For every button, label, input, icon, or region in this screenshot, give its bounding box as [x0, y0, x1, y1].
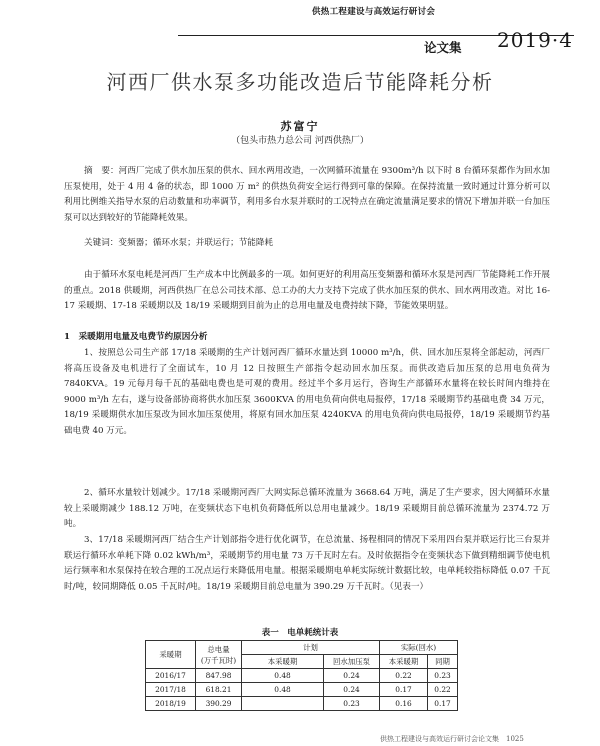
table-cell: 0.24 — [324, 683, 380, 697]
table-row — [146, 669, 458, 683]
section-label: 论文集 — [424, 40, 462, 55]
subheader-plan-return-pump: 回水加压泵 — [324, 655, 380, 669]
table-cell: 0.17 — [428, 697, 458, 711]
table-cell: 2016/17 — [146, 669, 196, 683]
table-cell: 0.23 — [324, 697, 380, 711]
header-actual: 实际(回水) — [380, 641, 458, 655]
subheader-plan-period: 本采暖期 — [242, 655, 324, 669]
paragraph-2: 2、循环水量较计划减少。17/18 采暖期河西厂大网实际总循环流量为 3668.64 万吨，满足了生产要求，因大网循环水量较上采暖期减少 188.12 万吨，在变频状态下电机负荷降低所以总用电量减少。18/19 采暖期目前总循环流量为 2374.72 万吨。 — [64, 488, 550, 530]
table-cell: 0.24 — [324, 669, 380, 683]
affiliation: （包头市热力总公司 河西供热厂） — [231, 136, 369, 146]
header-total-power — [196, 641, 242, 669]
table-cell: 0.23 — [428, 669, 458, 683]
header-total-line2: (万千瓦时) — [200, 655, 237, 665]
journal-name: 供热工程建设与高效运行研讨会 — [312, 7, 436, 17]
issue-number: 2019·4 — [497, 28, 573, 52]
energy-consumption-table — [145, 640, 458, 711]
intro-paragraph: 由于循环水泵电耗是河西厂生产成本中比例最多的一项。如何更好的利用高压变频器和循环水泵是河西厂节能降耗工作开展的重点。2018 供暖期，河西供热厂在总公司技术部、总工办的大力支持下完成了供水加压泵的供水、回水两用改造。对比 16-17 采暖期、17-18 采暖期以及 18/19 采暖期到目前为止的总用电量及电费持续下降，节能效果明显。 — [64, 270, 550, 312]
table-row — [146, 697, 458, 711]
paper-title: 河西厂供水泵多功能改造后节能降耗分析 — [106, 70, 494, 94]
table-caption: 表一 电单耗统计表 — [261, 628, 339, 638]
paragraph-1: 1、按照总公司生产部 17/18 采暖期的生产计划河西厂循环水量达到 10000 m³/h，供、回水加压泵将全部起动，河西厂将高压设备及电机进行了全面试车，10 月 12 日按照生产部指令起动回水加压泵。而供改造后加压泵的总用电负荷为 7840KVA。19 元每月每千瓦的基础电费也是可观的费用。经过半个多月运行，咨询生产部循环水量将在较长时间内维持在 9000 m³/h 左右，遂与设备部协商将供水加压泵 3600KVA 的用电负荷向供电局报停，17/18 采暖期节约基础电费 34 万元，18/19 采暖期供水加压泵改为回水加压泵使用，将原有回水加压泵 4240KVA 的用电负荷向供电局报停，18/19 采暖期节约基础电费 40 万元。 — [64, 348, 550, 436]
header-total-line1: 总电量 — [207, 644, 230, 654]
table-cell: 0.22 — [428, 683, 458, 697]
header-period: 采暖期 — [146, 641, 196, 669]
abstract: 摘 要：河西厂完成了供水加压泵的供水、回水两用改造，一次网循环流量在 9300m³/h 以下时 8 台循环泵都作为回水加压泵使用，处于 4 用 4 备的状态，即 1000 万 m² 的供热负荷安全运行得到可靠的保障。在保持流量一致时通过计算分析可以利用比例维关指导水泵的启动数量和功率调节，利用多台水泵并联时的工况特点在确定流量满足要求的情况下增加并联一台加压泵可以达到较好的节能降耗效果。 — [64, 166, 550, 223]
author: 苏富宁 — [280, 120, 320, 133]
table-cell — [242, 697, 324, 711]
keywords: 关键词：变频器；循环水泵；并联运行；节能降耗 — [84, 238, 274, 248]
table-cell: 847.98 — [196, 669, 242, 683]
table-cell: 0.17 — [380, 683, 428, 697]
table-cell: 0.48 — [242, 683, 324, 697]
table-cell: 0.16 — [380, 697, 428, 711]
table-cell: 0.22 — [380, 669, 428, 683]
subheader-same-period: 同期 — [428, 655, 458, 669]
table-row — [146, 683, 458, 697]
table-cell: 0.48 — [242, 669, 324, 683]
table-cell: 618.21 — [196, 683, 242, 697]
subheader-actual-period: 本采暖期 — [380, 655, 428, 669]
paragraph-3: 3、17/18 采暖期河西厂结合生产计划部指令进行优化调节，在总流量、扬程相同的情况下采用四台泵并联运行比三台泵并联运行循环水单耗下降 0.02 kWh/m³，采暖期节约用电量 73 万千瓦时左右。及时依据指令在变频状态下做到精细调节使电机运行频率和水泵保持在较合理的工况点运行来降低用电量。根据采暖期电单耗实际统计数据比较，电单耗较指标降低 0.07 千瓦时/吨，较同期降低 0.05 千瓦时/吨。18/19 采暖期目前总电量为 390.29 万千瓦时。（见表一） — [64, 535, 550, 592]
header-plan: 计划 — [242, 641, 380, 655]
table-header-row — [146, 641, 458, 655]
table-cell: 2018/19 — [146, 697, 196, 711]
section-heading: 1 采暖期用电量及电费节约原因分析 — [64, 332, 208, 342]
table-cell: 2017/18 — [146, 683, 196, 697]
page-footer: 供热工程建设与高效运行研讨会论文集 1025 — [380, 735, 524, 743]
table-cell: 390.29 — [196, 697, 242, 711]
